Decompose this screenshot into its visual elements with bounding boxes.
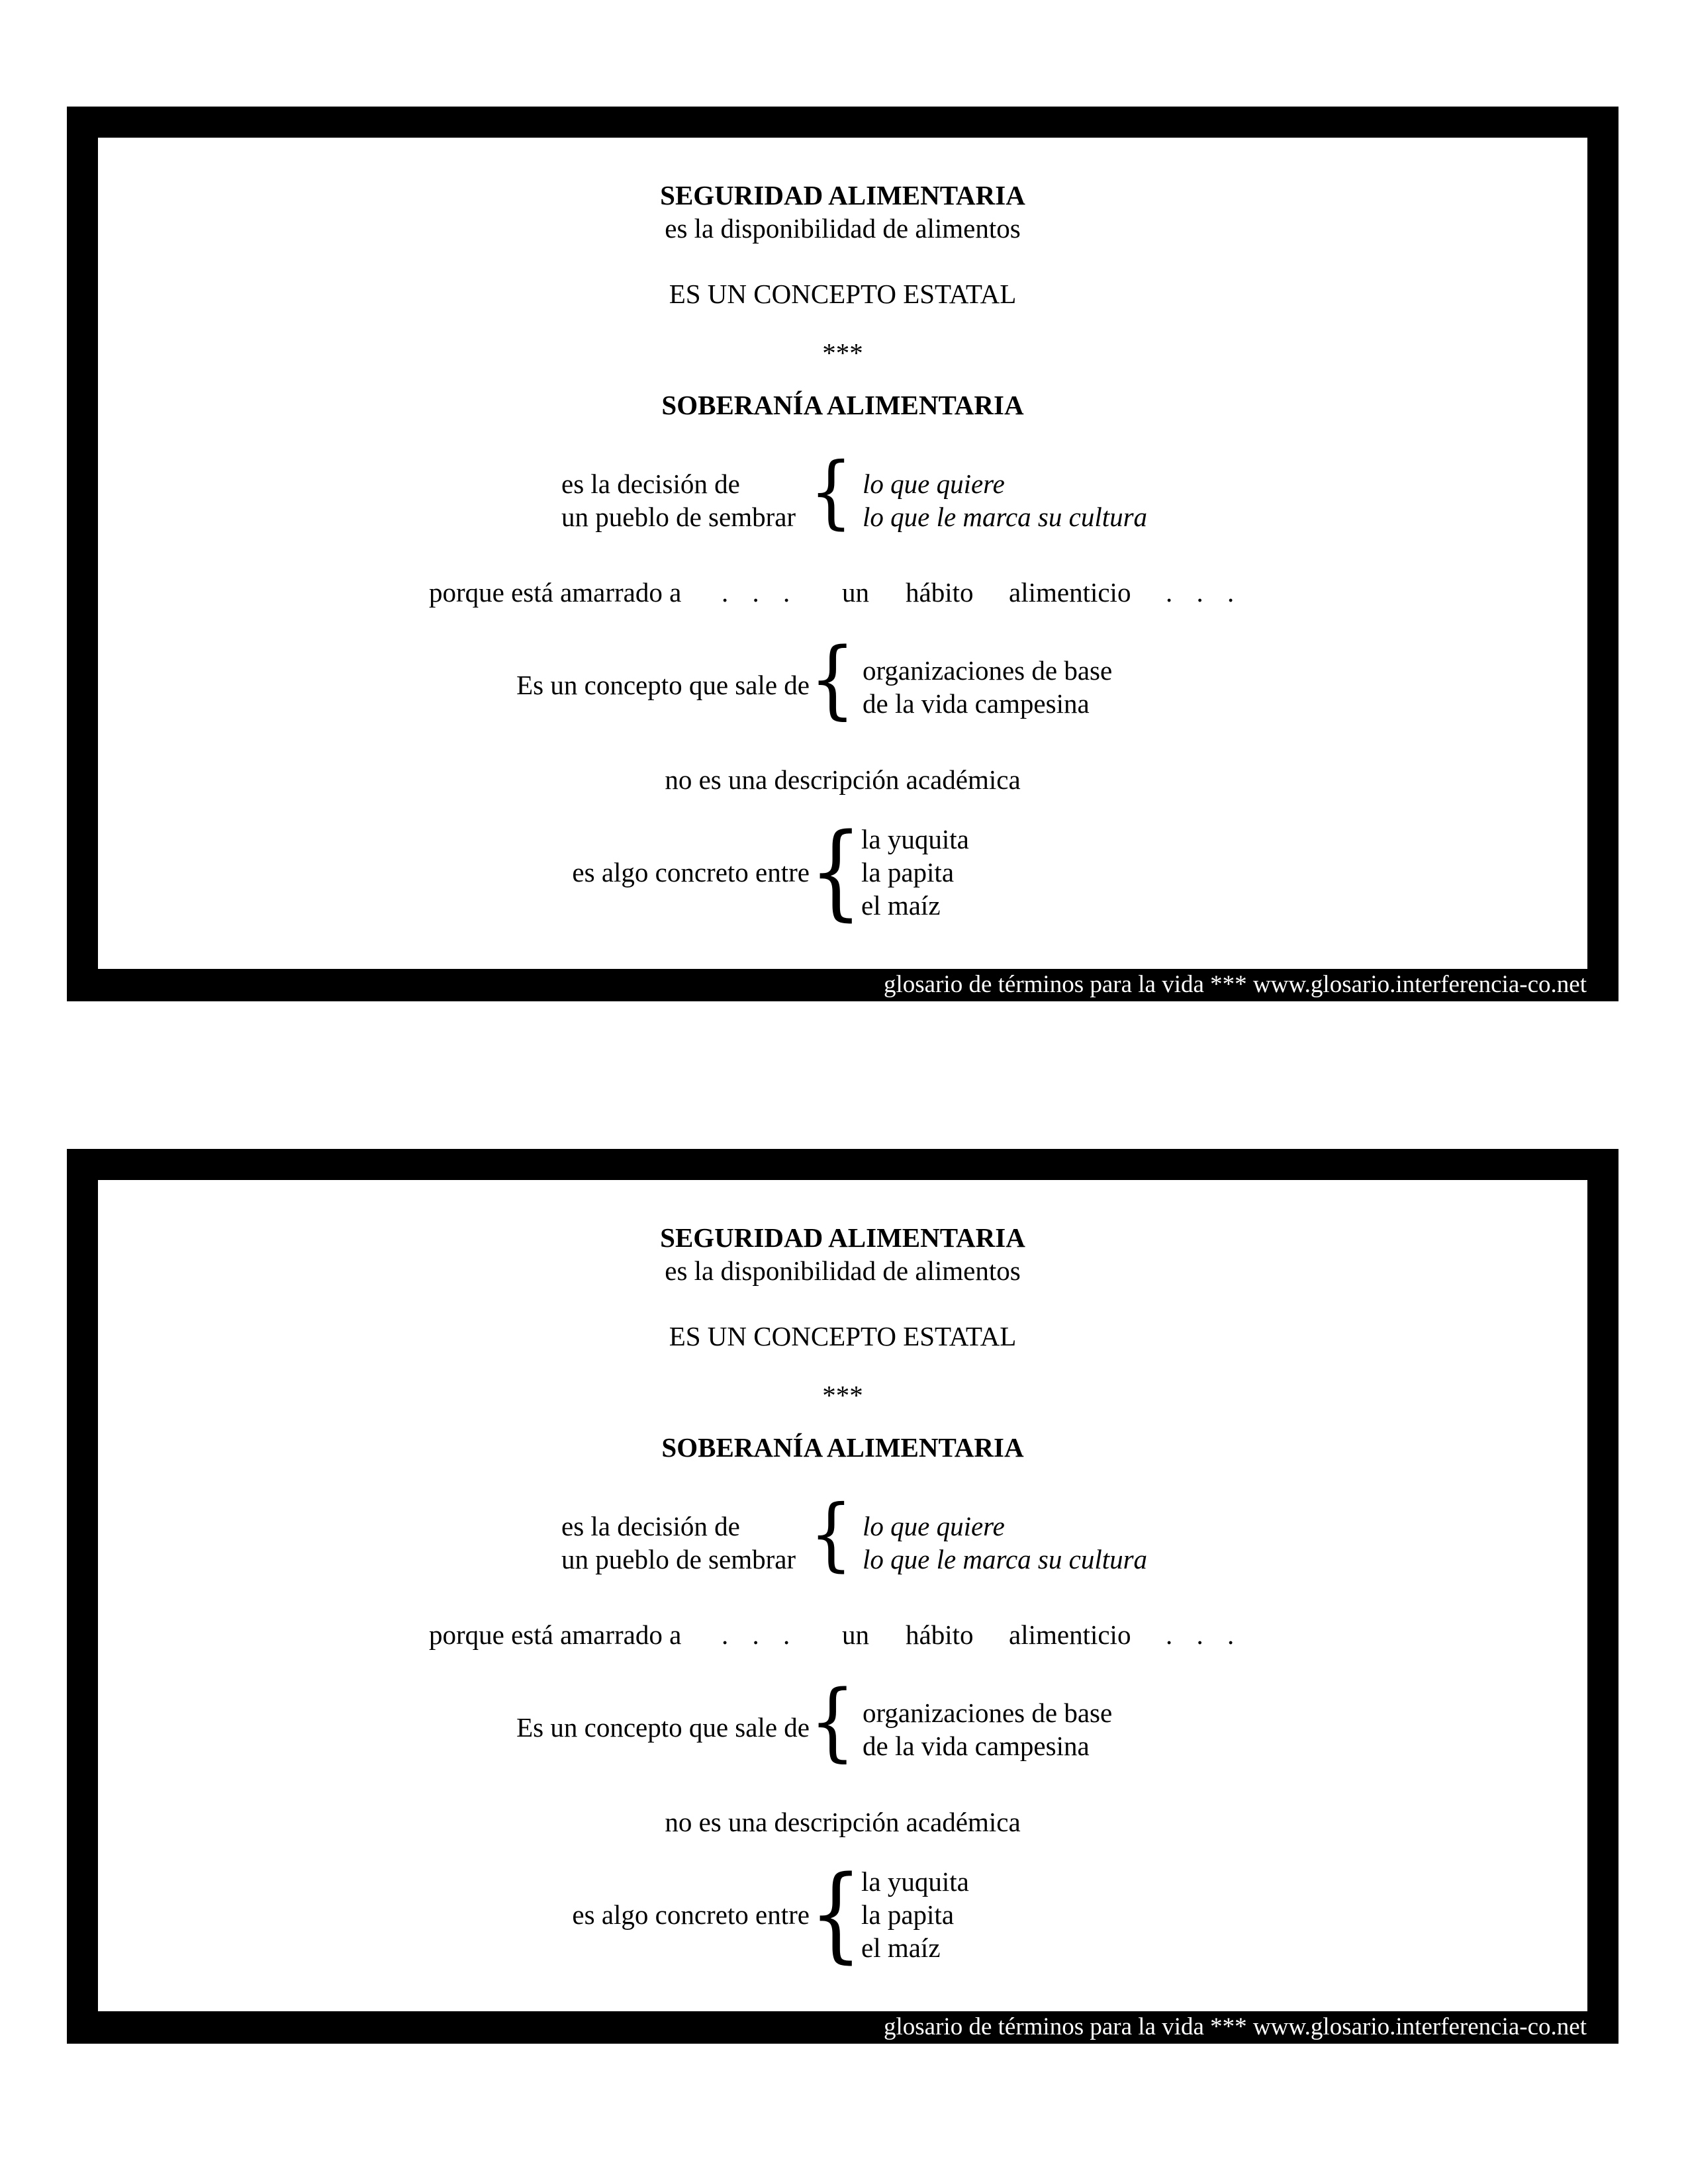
tied-word-un: un: [842, 1619, 869, 1650]
statement-estatal: ES UN CONCEPTO ESTATAL: [669, 279, 1017, 309]
origin-item-2: de la vida campesina: [863, 688, 1090, 719]
statement-estatal: ES UN CONCEPTO ESTATAL: [669, 1321, 1017, 1351]
concrete-lead: es algo concreto entre: [572, 857, 810, 887]
curly-brace-icon: {: [810, 1672, 856, 1771]
card-content: [98, 138, 1587, 969]
concrete-item-2: la papita: [861, 857, 955, 887]
tied-dots-1: . . .: [722, 1619, 790, 1650]
origin-item-2: de la vida campesina: [863, 1731, 1090, 1761]
concrete-lead: es algo concreto entre: [572, 1899, 810, 1930]
culture-item-1: lo que quiere: [863, 1511, 1005, 1541]
culture-item-2: lo que le marca su cultura: [863, 502, 1148, 532]
concrete-item-1: la yuquita: [861, 824, 969, 854]
title-seguridad: SEGURIDAD ALIMENTARIA: [660, 180, 1025, 210]
concrete-item-1: la yuquita: [861, 1866, 969, 1897]
tied-word-alimenticio: alimenticio: [1009, 577, 1131, 608]
curly-brace-icon: {: [810, 1853, 863, 1974]
glossary-card-1: [67, 107, 1618, 1001]
decision-text-line-2: un pueblo de sembrar: [561, 1544, 796, 1574]
title-seguridad: SEGURIDAD ALIMENTARIA: [660, 1222, 1025, 1253]
concrete-item-3: el maíz: [861, 1933, 941, 1963]
tied-word-un: un: [842, 577, 869, 608]
tied-lead: porque está amarrado a: [429, 1619, 682, 1650]
concrete-item-2: la papita: [861, 1899, 955, 1930]
definition-seguridad: es la disponibilidad de alimentos: [665, 1255, 1021, 1286]
title-soberania: SOBERANÍA ALIMENTARIA: [661, 1432, 1024, 1463]
glossary-card-2: [67, 1149, 1618, 2044]
curly-brace-icon: {: [810, 1488, 853, 1580]
origin-item-1: organizaciones de base: [863, 655, 1113, 686]
tied-dots-1: . . .: [722, 577, 790, 608]
tied-word-alimenticio: alimenticio: [1009, 1619, 1131, 1650]
culture-item-2: lo que le marca su cultura: [863, 1544, 1148, 1574]
curly-brace-icon: {: [810, 630, 856, 729]
tied-lead: porque está amarrado a: [429, 577, 682, 608]
origin-lead: Es un concepto que sale de: [516, 670, 810, 700]
decision-text-line-1: es la decisión de: [561, 469, 740, 499]
separator-stars: ***: [822, 338, 863, 368]
card-content: [98, 1180, 1587, 2011]
curly-brace-icon: {: [810, 446, 853, 538]
academic-note: no es una descripción académica: [665, 764, 1021, 795]
tied-dots-2: . . .: [1166, 577, 1235, 608]
title-soberania: SOBERANÍA ALIMENTARIA: [661, 390, 1024, 420]
origin-lead: Es un concepto que sale de: [516, 1712, 810, 1743]
tied-word-habito: hábito: [906, 577, 974, 608]
footer-credit: glosario de términos para la vida *** www.glosario.interferencia-co.net: [884, 2013, 1587, 2040]
curly-brace-icon: {: [810, 811, 863, 931]
definition-seguridad: es la disponibilidad de alimentos: [665, 213, 1021, 244]
culture-item-1: lo que quiere: [863, 469, 1005, 499]
origin-item-1: organizaciones de base: [863, 1698, 1113, 1728]
concrete-item-3: el maíz: [861, 890, 941, 921]
tied-word-habito: hábito: [906, 1619, 974, 1650]
decision-text-line-1: es la decisión de: [561, 1511, 740, 1541]
decision-text-line-2: un pueblo de sembrar: [561, 502, 796, 532]
footer-credit: glosario de términos para la vida *** www.glosario.interferencia-co.net: [884, 971, 1587, 998]
separator-stars: ***: [822, 1380, 863, 1410]
academic-note: no es una descripción académica: [665, 1807, 1021, 1837]
tied-dots-2: . . .: [1166, 1619, 1235, 1650]
